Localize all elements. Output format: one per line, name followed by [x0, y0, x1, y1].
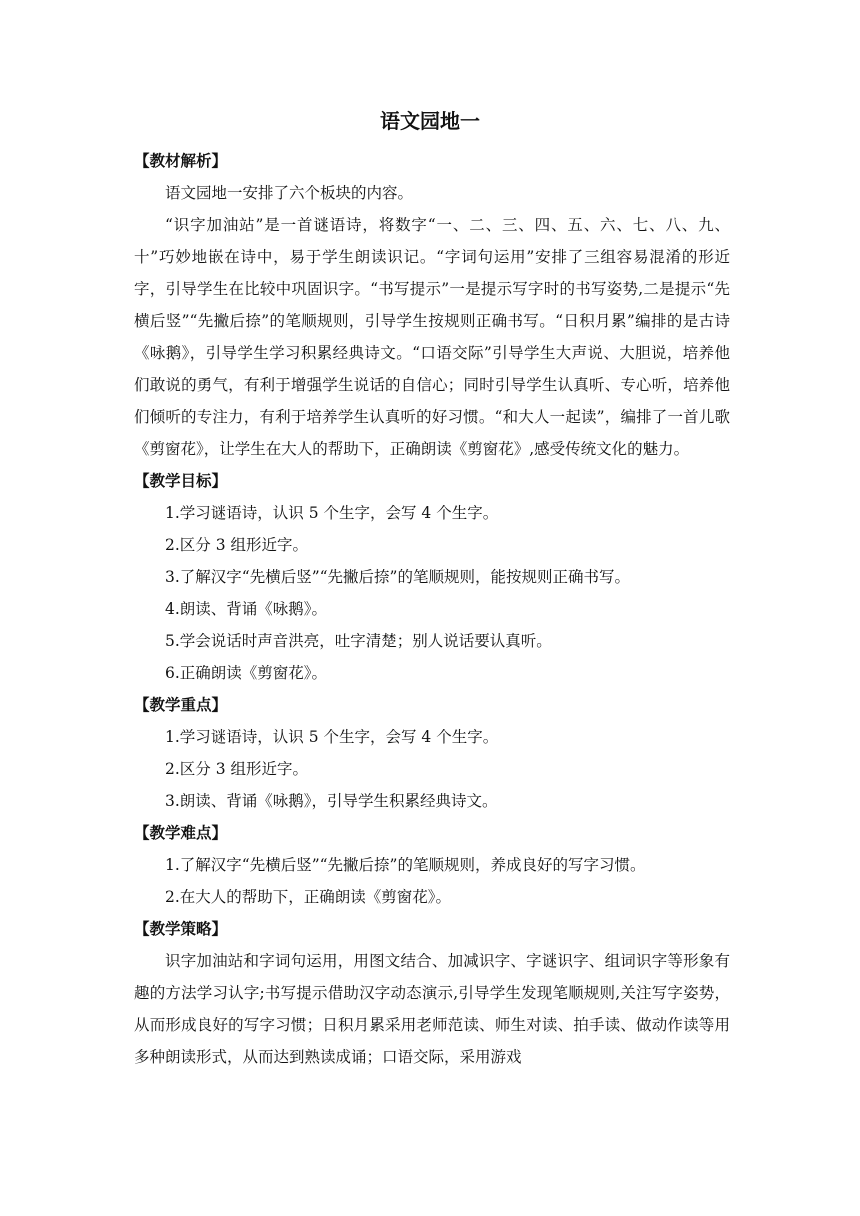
document-title: 语文园地一: [380, 109, 480, 133]
goal-item: 4.朗读、背诵《咏鹅》。: [165, 600, 328, 618]
section-heading-difficulties: 【教学难点】: [134, 824, 228, 842]
key-point-item: 3.朗读、背诵《咏鹅》，引导学生积累经典诗文。: [165, 792, 498, 810]
strategy-paragraph: 识字加油站和字词句运用，用图文结合、加减识字、字谜识字、组词识字等形象有趣的方法学习认字;书写提示借助汉字动态演示,引导学生发现笔顺规则,关注写字姿势，从而形成良好的写字习惯；日积月累采用老师范读、师生对读、拍手读、做动作读等用多种朗读形式，从而达到熟读成诵；口语交际，采用游戏: [134, 952, 730, 1066]
analysis-paragraph: “识字加油站”是一首谜语诗，将数字“一、二、三、四、五、六、七、八、九、十”巧妙地嵌在诗中，易于学生朗读识记。“字词句运用”安排了三组容易混淆的形近字，引导学生在比较中巩固识字。“书写提示”一是提示写字时的书写姿势,二是提示“先横后竖”“先撇后捺”的笔顺规则，引导学生按规则正确书写。“日积月累”编排的是古诗《咏鹅》，引导学生学习积累经典诗文。“口语交际”引导学生大声说、大胆说，培养他们敢说的勇气，有利于增强学生说话的自信心；同时引导学生认真听、专心听，培养他们倾听的专注力，有利于培养学生认真听的好习惯。“和大人一起读”，编排了一首儿歌《剪窗花》，让学生在大人的帮助下，正确朗读《剪窗花》,感受传统文化的魅力。: [134, 216, 730, 458]
difficulty-item: 2.在大人的帮助下，正确朗读《剪窗花》。: [165, 888, 452, 906]
key-point-item: 2.区分 3 组形近字。: [165, 760, 309, 778]
difficulty-item: 1.了解汉字“先横后竖”“先撇后捺”的笔顺规则，养成良好的写字习惯。: [165, 856, 646, 874]
section-heading-key-points: 【教学重点】: [134, 696, 228, 714]
section-heading-goals: 【教学目标】: [134, 472, 228, 490]
document-body: [134, 145, 730, 1073]
analysis-paragraph: 语文园地一安排了六个板块的内容。: [165, 184, 414, 202]
section-heading-analysis: 【教材解析】: [134, 152, 228, 170]
goal-item: 6.正确朗读《剪窗花》。: [165, 664, 328, 682]
section-heading-strategy: 【教学策略】: [134, 920, 228, 938]
goal-item: 3.了解汉字“先横后竖”“先撇后捺”的笔顺规则，能按规则正确书写。: [165, 568, 630, 586]
goal-item: 2.区分 3 组形近字。: [165, 536, 309, 554]
key-point-item: 1.学习谜语诗，认识 5 个生字，会写 4 个生字。: [165, 728, 499, 746]
goal-item: 1.学习谜语诗，认识 5 个生字，会写 4 个生字。: [165, 504, 499, 522]
goal-item: 5.学会说话时声音洪亮，吐字清楚；别人说话要认真听。: [165, 632, 552, 650]
